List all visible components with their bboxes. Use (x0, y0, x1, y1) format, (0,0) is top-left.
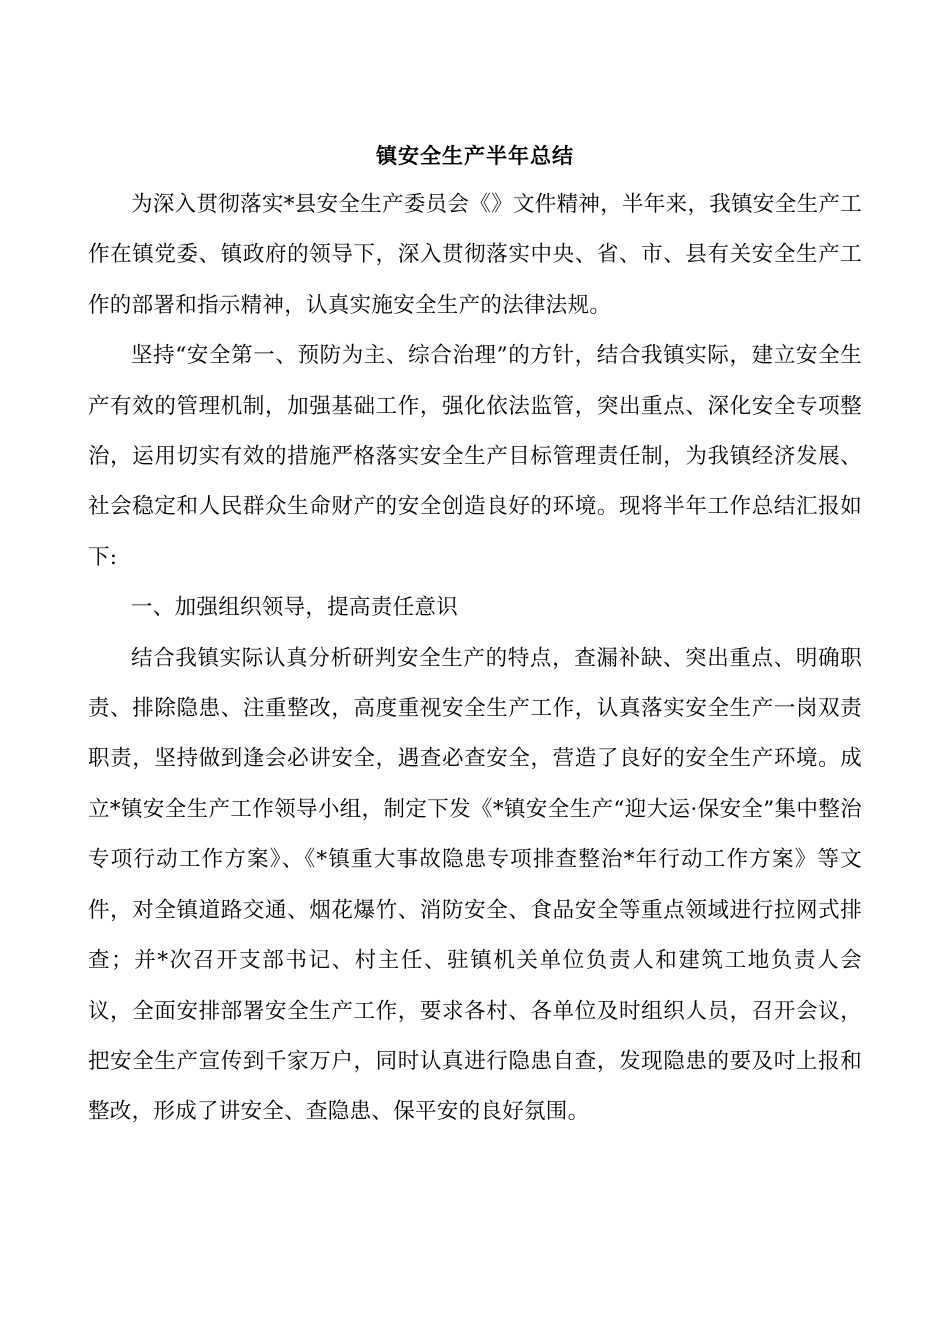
section-heading-1: 一、加强组织领导，提高责任意识 (131, 595, 459, 621)
document-title: 镇安全生产半年总结 (376, 143, 574, 168)
paragraph-policy: 坚持“安全第一、预防为主、综合治理”的方针，结合我镇实际，建立安全生产有效的管理机制，加强基础工作，强化依法监管，突出重点、深化安全专项整治，运用切实有效的措施严格落实安全生产目标管理责任制，为我镇经济发展、社会稳定和人民群众生命财产的安全创造良好的环境。现将半年工作总结汇报如下: (88, 343, 862, 570)
paragraph-intro: 为深入贯彻落实*县安全生产委员会《》文件精神，半年来，我镇安全生产工作在镇党委、镇政府的领导下，深入贯彻落实中央、省、市、县有关安全生产工作的部署和指示精神，认真实施安全生产的法律法规。 (88, 192, 862, 318)
document-page (88, 136, 862, 1138)
paragraph-section-1-body: 结合我镇实际认真分析研判安全生产的特点，查漏补缺、突出重点、明确职责、排除隐患、注重整改，高度重视安全生产工作，认真落实安全生产一岗双责职责，坚持做到逢会必讲安全，遇查必查安全，营造了良好的安全生产环境。成立*镇安全生产工作领导小组，制定下发《*镇安全生产“迎大运·保安全”集中整治专项行动工作方案》、《*镇重大事故隐患专项排查整治*年行动工作方案》等文件，对全镇道路交通、烟花爆竹、消防安全、食品安全等重点领域进行拉网式排查；并*次召开支部书记、村主任、驻镇机关单位负责人和建筑工地负责人会议，全面安排部署安全生产工作，要求各村、各单位及时组织人员，召开会议，把安全生产宣传到千家万户，同时认真进行隐患自查，发现隐患的要及吋上报和整改，形成了讲安全、查隐患、保平安的良好氛围。 (88, 645, 862, 1125)
